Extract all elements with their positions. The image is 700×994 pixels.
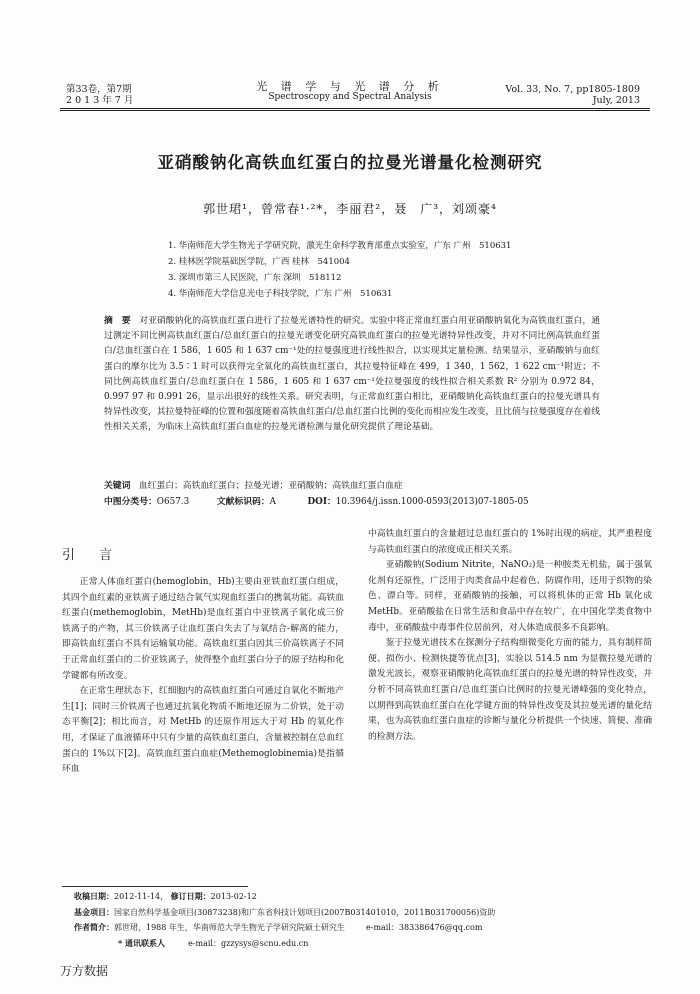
- body-paragraph: 鉴于拉曼光谱技术在探测分子结构细微变化方面的能力，具有制样简便、损伤小、检测快捷等优点[3]，实验以 514.5 nm 为显微拉曼光谱的激发光波长，观察亚硝酸钠化高铁血红蛋白的拉曼光谱的特异性改变，并分析不同高铁血红蛋白/总血红蛋白比例时的拉曼光谱峰强的变化特点，以期得到高铁血红蛋白在化学键方面的特异性改变及其拉曼光谱的量化结果，也为高铁血红蛋白血症的诊断与量化分析提供一个快速、简便、准确的检测方法。: [368, 638, 652, 742]
- journal-title-en: Spectroscopy and Spectral Analysis: [268, 92, 432, 102]
- body-paragraph: 亚硝酸钠(Sodium Nitrite，NaNO₂)是一种胺类无机盐，属于强氧化剂有还原性，广泛用于肉类食品中起着色、防腐作用，还用于织物的染色、漂白等。同样，亚硝酸钠的接触，可以将机体的正常 Hb 氧化成 MetHb。亚硝酸盐在日常生活和食品中存在较广，在中国化学类食物中毒中，亚硝酸盐中毒事件位居前列，对人体造成很多不良影响。: [368, 560, 652, 633]
- received-label: 收稿日期：: [74, 891, 114, 901]
- author-bio-label: 作者简介：: [74, 922, 114, 932]
- doi-value: 10.3964/j.issn.1000-0593(2013)07-1805-05: [335, 497, 529, 507]
- body-paragraph: 中高铁血红蛋白的含量超过总血红蛋白的 1%时出现的病症，其严重程度与高铁血红蛋白的浓度成正相关关系。: [368, 529, 652, 555]
- keywords-block: [104, 478, 600, 510]
- clc-label: 中图分类号：: [104, 497, 157, 507]
- keywords-label: 关键词: [104, 481, 131, 491]
- abstract: [104, 314, 600, 436]
- body-paragraph: 正常人体血红蛋白(hemoglobin，Hb)主要由亚铁血红蛋白组成，其四个血红素的亚铁离子通过结合氧气实现血红蛋白的携氧功能。高铁血红蛋白(methemoglobin，MetHb)是血红蛋白中亚铁离子氧化成三价铁离子的产物，其三价铁离子让血红蛋白失去了与氧结合-解离的能力，即高铁血红蛋白不具有运输氧功能。高铁血红蛋白因其三价高铁离子不同于正常血红蛋白的二价亚铁离子，使得整个血红蛋白分子的原子结构和化学键都有所改变。: [62, 577, 344, 681]
- contact-label: * 通讯联系人: [118, 937, 165, 948]
- affiliations: [168, 238, 511, 302]
- volume-line: 第33卷，第7期: [66, 84, 132, 95]
- date-line: 2 0 1 3 年 7 月: [66, 95, 134, 106]
- doc-code-label: 文献标识码：: [216, 497, 270, 507]
- journal-citation: [505, 84, 640, 106]
- citation-date: July, 2013: [592, 95, 640, 106]
- classification-line: [104, 494, 600, 510]
- revised-label: 修订日期：: [170, 891, 211, 901]
- revised-date: 2013-02-12: [210, 892, 257, 901]
- fund-label: 基金项目：: [74, 906, 114, 917]
- author-list: 郭世珺¹，曾常春¹·²*，李丽君²，聂 广³，刘颂豪⁴: [203, 202, 497, 216]
- clc-value: O657.3: [156, 497, 190, 507]
- footnote-rule: [62, 886, 248, 887]
- received-date: 2012-11-14: [114, 892, 161, 901]
- header-rule: [60, 108, 650, 109]
- body-paragraph: 在正常生理状态下，红细胞内的高铁血红蛋白可通过自氧化不断地产生[1]；同时三价铁离子也通过抗氧化物质不断地还原为二价铁，处于动态平衡[2]；相比而言，对 MetHb 的还原作用远大于对 Hb 的氧化作用，才保证了血液循环中只有少量的高铁血红蛋白，含量被控制在总血红蛋白的 1%以下[2]。高铁血红蛋白血症(Methemoglobinemia)是指循环血: [62, 686, 344, 775]
- abstract-label: 摘 要: [104, 316, 131, 326]
- body-column-right: [368, 527, 652, 745]
- citation-line: Vol. 33, No. 7, pp1805-1809: [505, 84, 640, 95]
- paper-title: 亚硝酸钠化高铁血红蛋白的拉曼光谱量化检测研究: [157, 153, 543, 172]
- keywords-text: 血红蛋白；高铁血红蛋白；拉曼光谱；亚硝酸钠；高铁血红蛋白血症: [138, 481, 403, 491]
- fund-text: 国家自然科学基金项目(30873238)和广东省科技计划项目(2007B031401010，2011B031700056)资助: [114, 907, 496, 917]
- doc-code-value: A: [269, 497, 276, 507]
- affiliation-item: 4. 华南师范大学信息光电子科技学院，广东 广州 510631: [168, 289, 393, 299]
- doi-label: DOI：: [307, 497, 336, 507]
- email-label: e-mail：: [366, 923, 399, 932]
- affiliation-item: 1. 华南师范大学生物光子学研究院，激光生命科学教育部重点实验室，广东 广州 510631: [168, 241, 512, 251]
- journal-title-zh: 光 谱 学 与 光 谱 分 析: [256, 80, 444, 93]
- affiliation-item: 2. 桂林医学院基础医学院，广西 桂林 541004: [168, 257, 350, 267]
- footnotes: 收稿日期：2012-11-14， 修订日期：2013-02-12 基金项目：国家自然科学基金项目(30873238)和广东省科技计划项目(2007B031401010，2011B031700056)资助 作者简介：郭世珺，1988 年生，华南师范大学生物光子学研究院硕士研究生 e-mail：383386476@qq.com * 通讯联系人 e-mail：gzzysys@scnu.edu.cn: [74, 891, 496, 948]
- header-rule-thin: [60, 110, 650, 111]
- wanfang-watermark: 万方数据: [60, 964, 109, 978]
- abstract-text: 对亚硝酸钠化的高铁血红蛋白进行了拉曼光谱特性的研究。实验中将正常血红蛋白用亚硝酸钠氧化为高铁血红蛋白，通过测定不同比例高铁血红蛋白/总血红蛋白的拉曼光谱变化研究高铁血红蛋白的拉曼光谱特异性改变，并对不同比例高铁血红蛋白/总血红蛋白在 1 586，1 605 和 1 637 cm⁻¹处的拉曼强度进行线性拟合，以实现其定量检测。结果显示，亚硝酸钠与血红蛋白的摩尔比为 3.5∶1 时可以获得完全氧化的高铁血红蛋白，其拉曼特征峰在 499，1 340，1 562，1 622 cm⁻¹附近；不同比例高铁血红蛋白/总血红蛋白在 1 586，1 605 和 1 637 cm⁻¹处拉曼强度的线性拟合相关系数 R² 分别为 0.972 84，0.997 97 和 0.991 26，显示出很好的线性关系。研究表明，与正常血红蛋白相比，亚硝酸钠化高铁血红蛋白的拉曼光谱具有特异性改变，其拉曼特征峰的位置和强度随着高铁血红蛋白/总血红蛋白比例的变化而相应发生改变，且比值与拉曼强度存在着线性相关关系，为临床上高铁血红蛋白血症的拉曼光谱检测与量化研究提供了理论基础。: [104, 316, 601, 433]
- author-bio: 郭世珺，1988 年生，华南师范大学生物光子学研究院硕士研究生: [114, 923, 345, 932]
- contact-email: e-mail：gzzysys@scnu.edu.cn: [188, 938, 309, 948]
- body-column-left: [62, 575, 344, 778]
- affiliation-item: 3. 深圳市第三人民医院，广东 深圳 518112: [168, 273, 342, 283]
- author-email: 383386476@qq.com: [398, 923, 483, 932]
- section-title-introduction: 引 言: [62, 548, 123, 563]
